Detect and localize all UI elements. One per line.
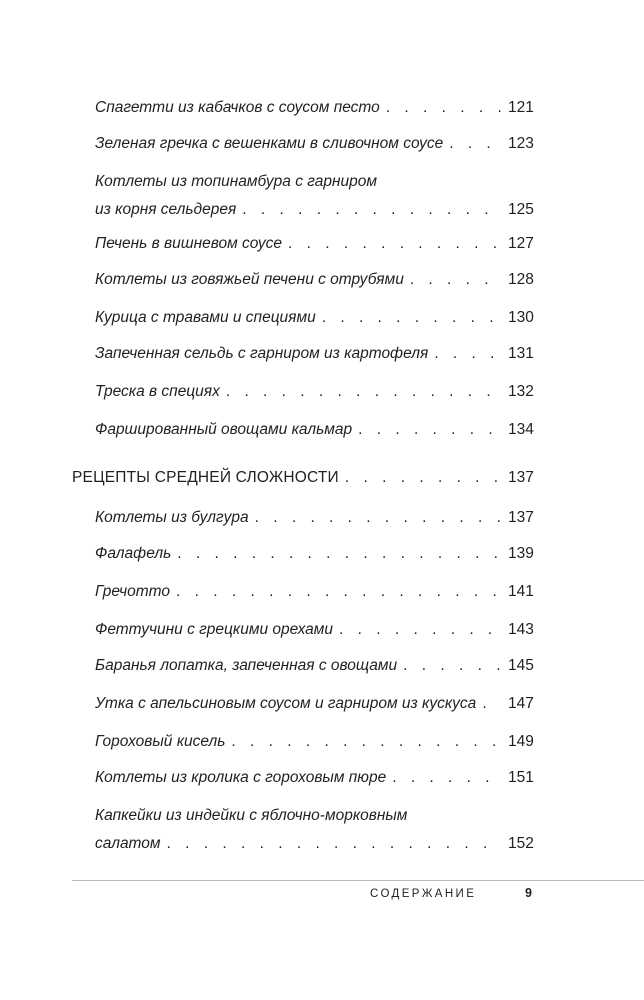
toc-entry — [95, 582, 534, 611]
page-number: 9 — [525, 886, 532, 900]
toc-entry-title: Гороховый кисель — [95, 733, 226, 750]
toc-page-number: 127 — [508, 235, 534, 252]
toc-entry-line — [95, 620, 534, 649]
toc-entry-title: Котлеты из кролика с гороховым пюре — [95, 769, 387, 786]
toc-entry-title: Треска в специях — [95, 383, 220, 400]
toc-entry-line — [95, 544, 534, 573]
toc-entry-line — [95, 382, 534, 411]
toc-entry — [95, 768, 534, 797]
toc-entry-title: Котлеты из булгура — [95, 509, 249, 526]
toc-page-number: 137 — [508, 509, 534, 526]
toc-entry — [95, 732, 534, 761]
dot-leader — [434, 344, 502, 364]
footer-divider — [72, 880, 644, 881]
toc-entry-line — [95, 344, 534, 373]
toc-page-number: 137 — [508, 469, 534, 486]
toc-entry — [95, 806, 534, 863]
toc-page-number: 141 — [508, 583, 534, 600]
toc-entry — [95, 344, 534, 373]
toc-page-number: 134 — [508, 421, 534, 438]
toc-page-number: 132 — [508, 383, 534, 400]
toc-entry-line — [95, 768, 534, 797]
toc-entry-line — [95, 308, 534, 337]
toc-entry-title: Курица с травами и специями — [95, 309, 316, 326]
toc-page-number: 123 — [508, 135, 534, 152]
toc-entry — [95, 98, 534, 127]
dot-leader — [358, 420, 502, 440]
toc-section-heading — [72, 468, 534, 497]
dot-leader — [176, 582, 502, 602]
dot-leader — [403, 656, 502, 676]
toc-entry-title: Печень в вишневом соусе — [95, 235, 283, 252]
toc-entry — [95, 508, 534, 537]
toc-entry — [95, 694, 534, 723]
running-head: СОДЕРЖАНИЕ — [370, 888, 477, 900]
toc-entry-title: Утка с апельсиновым соусом и гарниром из кускуса — [95, 695, 477, 712]
toc-entry-line — [95, 98, 534, 127]
toc-entry-title: Зеленая гречка с вешенками в сливочном соусе — [95, 135, 444, 152]
toc-entry — [95, 620, 534, 649]
toc-page-number: 131 — [508, 345, 534, 362]
toc-entry-title: Фалафель — [95, 545, 172, 562]
toc-entry — [95, 308, 534, 337]
toc-entry-line — [95, 656, 534, 685]
toc-page-number: 125 — [508, 201, 534, 218]
toc-entry — [95, 134, 534, 163]
toc-entry-title: РЕЦЕПТЫ СРЕДНЕЙ СЛОЖНОСТИ — [72, 469, 339, 486]
toc-entry — [95, 234, 534, 263]
dot-leader — [167, 834, 502, 854]
dot-leader — [242, 200, 502, 220]
toc-entry-title: Котлеты из топинамбура с гарниром — [95, 173, 378, 190]
toc-entry-line — [95, 200, 534, 229]
toc-page-number: 152 — [508, 835, 534, 852]
toc-entry — [95, 656, 534, 685]
toc-page-number: 143 — [508, 621, 534, 638]
dot-leader — [288, 234, 502, 254]
toc-entry-title: Котлеты из говяжьей печени с отрубями — [95, 271, 404, 288]
toc-page-number: 121 — [508, 99, 534, 116]
toc-page-number: 151 — [508, 769, 534, 786]
dot-leader — [177, 544, 502, 564]
toc-entry-title: Запеченная сельдь с гарниром из картофеля — [95, 345, 429, 362]
toc-entry-title: Феттучини с грецкими орехами — [95, 621, 334, 638]
toc-entry — [95, 544, 534, 573]
toc-entry-title: из корня сельдерея — [95, 201, 237, 218]
toc-entry — [95, 382, 534, 411]
toc-entry-line — [95, 582, 534, 611]
toc-entry-line — [95, 732, 534, 761]
toc-page-number: 139 — [508, 545, 534, 562]
toc-page-number: 130 — [508, 309, 534, 326]
dot-leader — [386, 98, 502, 118]
toc-page-number: 145 — [508, 657, 534, 674]
toc-page-number: 149 — [508, 733, 534, 750]
toc-entry-line — [95, 806, 530, 834]
dot-leader — [482, 694, 502, 714]
dot-leader — [322, 308, 502, 328]
toc-entry-line — [95, 834, 534, 863]
toc-page-number: 128 — [508, 271, 534, 288]
dot-leader — [255, 508, 502, 528]
toc-entry-line — [95, 508, 534, 537]
toc-entry-line — [95, 172, 530, 200]
dot-leader — [410, 270, 502, 290]
dot-leader — [226, 382, 502, 402]
dot-leader — [231, 732, 502, 752]
toc-page-number: 147 — [508, 695, 534, 712]
dot-leader — [392, 768, 502, 788]
toc-entry-title: Капкейки из индейки с яблочно-морковным — [95, 807, 408, 824]
toc-entry — [95, 172, 534, 229]
toc-entry-line — [72, 468, 534, 497]
dot-leader — [345, 468, 502, 488]
dot-leader — [339, 620, 502, 640]
toc-entry-line — [95, 134, 534, 163]
toc-entry-line — [95, 420, 534, 449]
toc-entry-title: Гречотто — [95, 583, 171, 600]
toc-entry-title: Баранья лопатка, запеченная с овощами — [95, 657, 398, 674]
toc-entry-title: Фаршированный овощами кальмар — [95, 421, 353, 438]
toc-entry-title: салатом — [95, 835, 161, 852]
toc-entry-line — [95, 694, 534, 723]
toc-entry-line — [95, 270, 534, 299]
toc-entry — [95, 420, 534, 449]
toc-entry-line — [95, 234, 534, 263]
dot-leader — [449, 134, 502, 154]
toc-entry — [95, 270, 534, 299]
toc-entry-title: Спагетти из кабачков с соусом песто — [95, 99, 380, 116]
